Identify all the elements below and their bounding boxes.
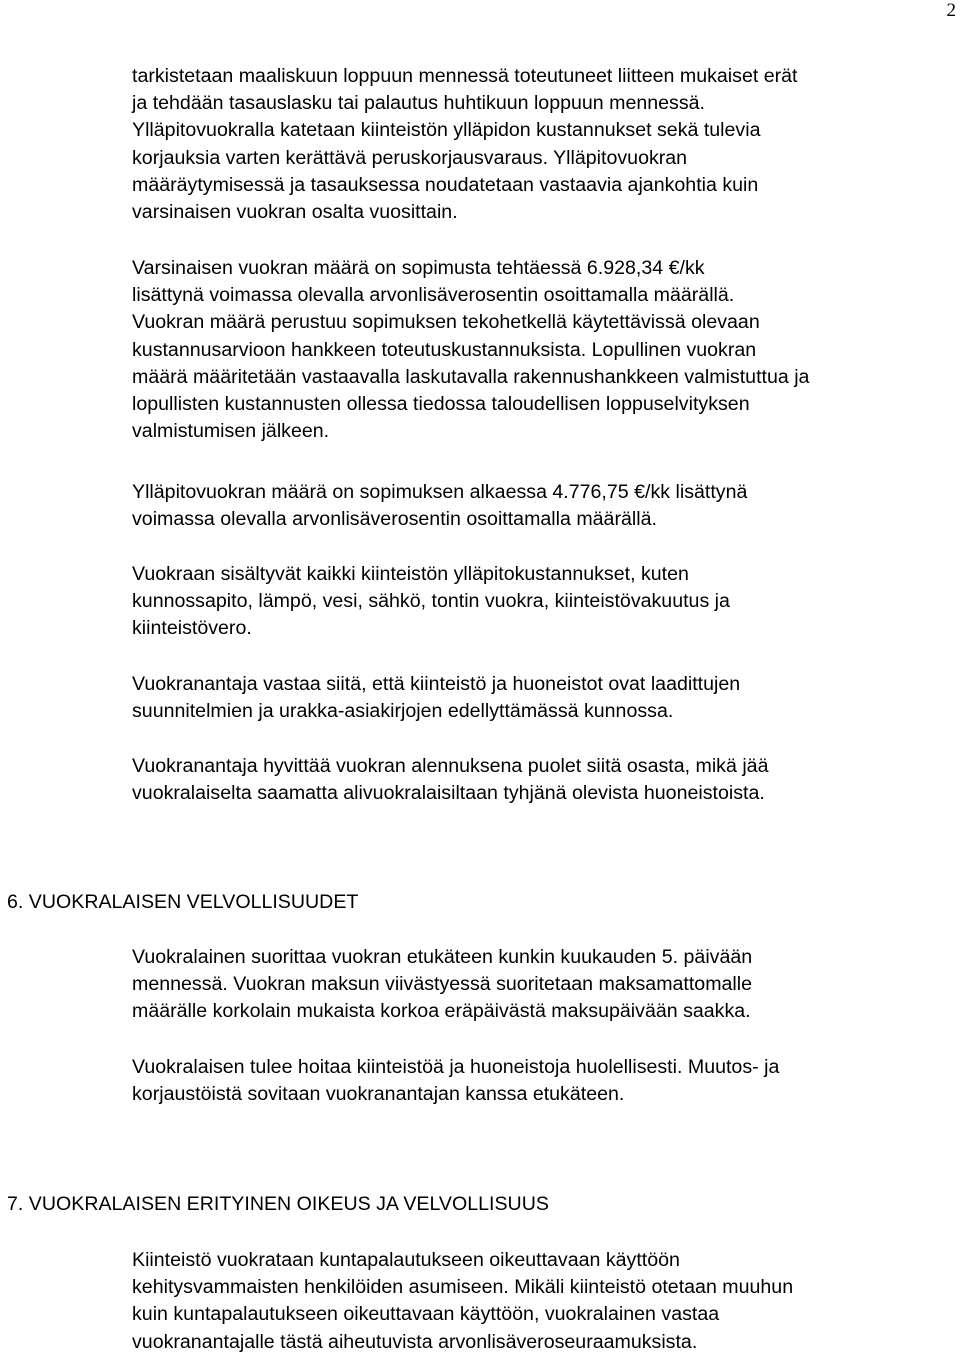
- paragraph-rent-discount: [132, 753, 958, 807]
- text-line: Kiinteistö vuokrataan kuntapalautukseen oikeuttavaan käyttöön: [132, 1249, 680, 1271]
- text-line: tarkistetaan maaliskuun loppuun mennessä toteutuneet liitteen mukaiset erät: [132, 65, 798, 87]
- text-line: vuokranantajalle tästä aiheutuvista arvonlisäveroseuraamuksista.: [132, 1330, 698, 1353]
- paragraph-included-costs: [132, 561, 958, 643]
- paragraph-rent-adjustment: [132, 63, 958, 226]
- text-line: korjaustöistä sovitaan vuokranantajan kanssa etukäteen.: [132, 1083, 625, 1106]
- paragraph-maintenance-rent: [132, 479, 958, 533]
- text-line: määräytymisessä ja tasauksessa noudatetaan vastaavia ajankohtia kuin: [132, 173, 759, 196]
- paragraph-care-obligation: [132, 1054, 958, 1108]
- text-line: lopullisten kustannusten ollessa tiedossa taloudellisen loppuselvityksen: [132, 393, 750, 416]
- text-line: kuin kuntapalautukseen oikeuttavaan käyttöön, vuokralainen vastaa: [132, 1303, 720, 1326]
- paragraph-landlord-condition: [132, 671, 958, 725]
- section-heading-7: 7. VUOKRALAISEN ERITYINEN OIKEUS JA VELVOLLISUUS: [7, 1193, 549, 1215]
- text-line: valmistumisen jälkeen.: [132, 420, 330, 443]
- text-line: voimassa olevalla arvonlisäverosentin osoittamalla määrällä.: [132, 508, 657, 531]
- text-line: määrä määritetään vastaavalla laskutavalla rakennushankkeen valmistuttua ja: [132, 365, 810, 388]
- text-line: määrälle korkolain mukaista korkoa eräpäivästä maksupäivään saakka.: [132, 1000, 751, 1023]
- text-line: vuokralaiselta saamatta alivuokralaisiltaan tyhjänä olevista huoneistoista.: [132, 782, 765, 805]
- text-line: Vuokranantaja vastaa siitä, että kiinteistö ja huoneistot ovat laadittujen: [132, 673, 741, 695]
- paragraph-base-rent: [132, 255, 958, 445]
- text-line: kiinteistövero.: [132, 617, 252, 640]
- text-line: Ylläpitovuokran määrä on sopimuksen alkaessa 4.776,75 €/kk lisättynä: [132, 481, 748, 503]
- text-line: Vuokraan sisältyvät kaikki kiinteistön ylläpitokustannukset, kuten: [132, 563, 689, 585]
- paragraph-special-use: [132, 1247, 958, 1356]
- text-line: ja tehdään tasauslasku tai palautus huhtikuun loppuun mennessä.: [132, 92, 705, 115]
- section-heading-6: 6. VUOKRALAISEN VELVOLLISUUDET: [7, 891, 359, 913]
- text-line: Ylläpitovuokralla katetaan kiinteistön ylläpidon kustannukset sekä tulevia: [132, 119, 761, 142]
- text-line: korjauksia varten kerättävä peruskorjausvaraus. Ylläpitovuokran: [132, 146, 688, 169]
- paragraph-payment-terms: [132, 944, 958, 1026]
- page-number: 2: [946, 0, 956, 21]
- text-line: Vuokran määrä perustuu sopimuksen tekohetkellä käytettävissä olevaan: [132, 311, 760, 334]
- text-line: Varsinaisen vuokran määrä on sopimusta tehtäessä 6.928,34 €/kk: [132, 257, 705, 279]
- text-line: Vuokralainen suorittaa vuokran etukäteen kunkin kuukauden 5. päivään: [132, 946, 753, 968]
- text-line: mennessä. Vuokran maksun viivästyessä suoritetaan maksamattomalle: [132, 973, 753, 996]
- text-line: kustannusarvioon hankkeen toteutuskustannuksista. Lopullinen vuokran: [132, 338, 757, 361]
- text-line: lisättynä voimassa olevalla arvonlisäverosentin osoittamalla määrällä.: [132, 284, 735, 307]
- text-line: suunnitelmien ja urakka-asiakirjojen edellyttämässä kunnossa.: [132, 700, 674, 723]
- text-line: varsinaisen vuokran osalta vuosittain.: [132, 201, 458, 224]
- text-line: kunnossapito, lämpö, vesi, sähkö, tontin vuokra, kiinteistövakuutus ja: [132, 590, 730, 613]
- text-line: kehitysvammaisten henkilöiden asumiseen. Mikäli kiinteistö otetaan muuhun: [132, 1276, 794, 1299]
- text-line: Vuokralaisen tulee hoitaa kiinteistöä ja huoneistoja huolellisesti. Muutos- ja: [132, 1056, 780, 1078]
- text-line: Vuokranantaja hyvittää vuokran alennuksena puolet siitä osasta, mikä jää: [132, 755, 769, 777]
